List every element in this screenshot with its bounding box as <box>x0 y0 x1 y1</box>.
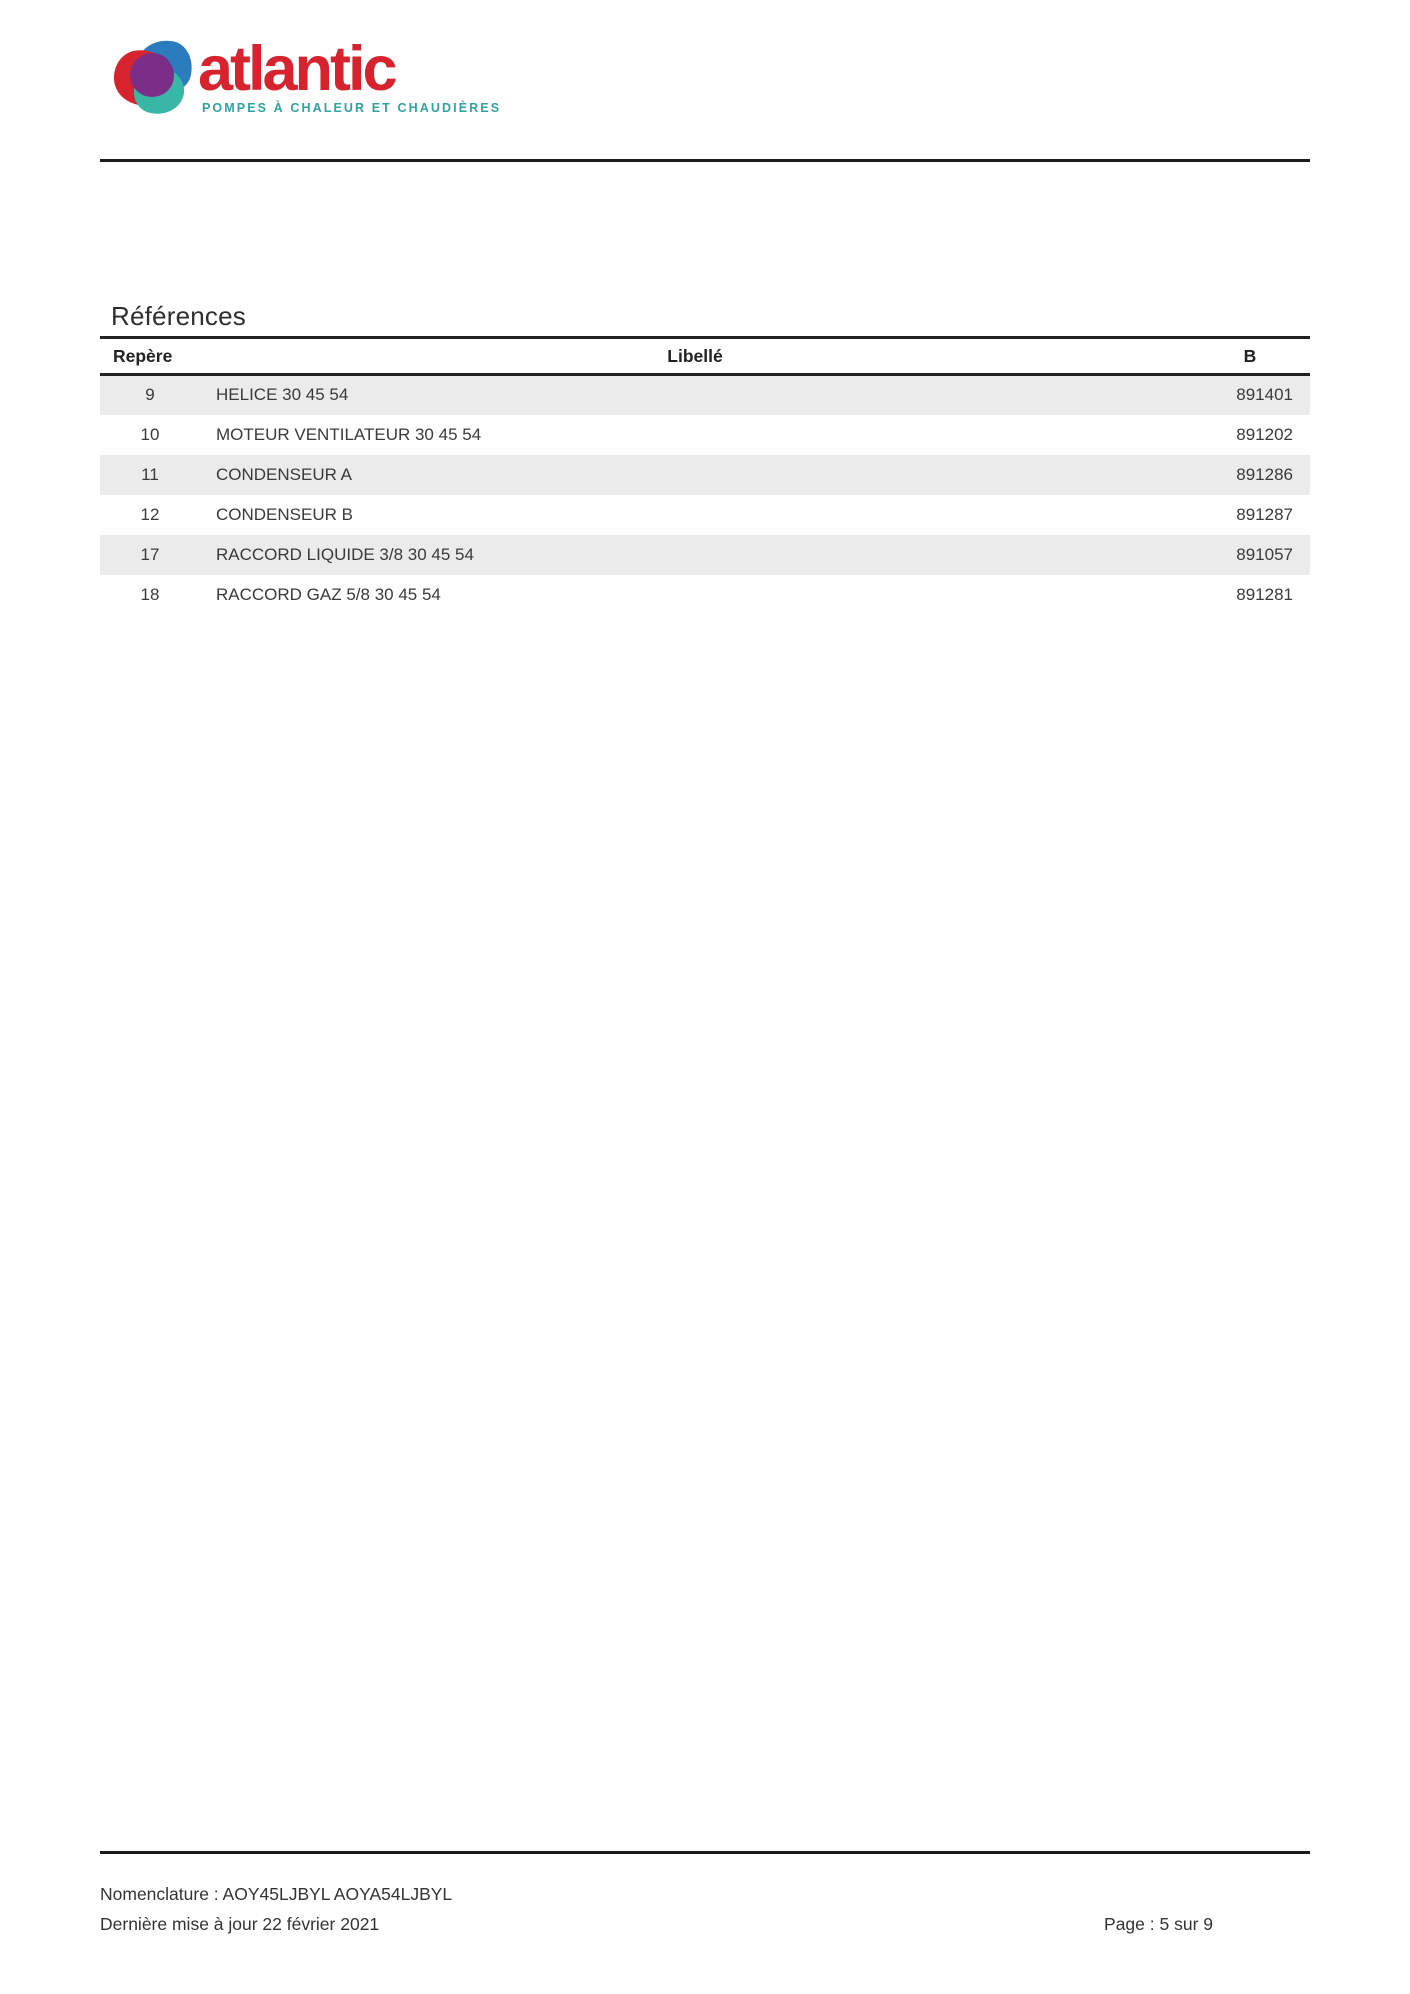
cell-repere: 17 <box>140 544 160 564</box>
cell-b: 891286 <box>1236 464 1293 484</box>
table-row <box>100 535 1310 575</box>
cell-libelle: RACCORD GAZ 5/8 30 45 54 <box>216 584 441 604</box>
table-row <box>100 375 1310 415</box>
atlantic-logo <box>114 34 534 122</box>
logo-text <box>198 34 502 115</box>
cell-libelle: MOTEUR VENTILATEUR 30 45 54 <box>216 424 482 444</box>
cell-libelle: HELICE 30 45 54 <box>216 385 349 405</box>
cell-libelle: CONDENSEUR A <box>216 464 353 484</box>
column-header-repere: Repère <box>113 345 173 366</box>
cell-b: 891401 <box>1236 385 1293 405</box>
cell-b: 891057 <box>1236 544 1293 564</box>
cell-repere: 9 <box>145 385 155 405</box>
column-header-libelle: Libellé <box>667 345 723 366</box>
footer-page-number: Page : 5 sur 9 <box>1104 1914 1213 1934</box>
footer-last-update: Dernière mise à jour 22 février 2021 <box>100 1914 380 1934</box>
atlantic-logo-icon <box>114 40 196 114</box>
column-header-b: B <box>1243 345 1257 366</box>
header-divider <box>100 159 1310 162</box>
cell-libelle: CONDENSEUR B <box>216 504 353 524</box>
footer-nomenclature: Nomenclature : AOY45LJBYL AOYA54LJBYL <box>100 1884 453 1904</box>
references-table <box>100 336 1310 615</box>
cell-b: 891281 <box>1236 584 1293 604</box>
table-row <box>100 455 1310 495</box>
logo-blob-purple <box>130 53 174 97</box>
cell-repere: 12 <box>140 504 160 524</box>
cell-b: 891287 <box>1236 504 1293 524</box>
cell-libelle: RACCORD LIQUIDE 3/8 30 45 54 <box>216 544 474 564</box>
section-title: Références <box>111 301 246 331</box>
brand-wordmark: atlantic <box>198 34 395 104</box>
cell-b: 891202 <box>1236 424 1293 444</box>
table-row <box>100 495 1310 535</box>
table-row <box>100 575 1310 615</box>
footer-divider <box>100 1851 1310 1854</box>
cell-repere: 11 <box>141 464 159 484</box>
brand-tagline: POMPES À CHALEUR ET CHAUDIÈRES <box>202 101 502 115</box>
table-header <box>100 338 1310 375</box>
cell-repere: 10 <box>140 424 160 444</box>
table-row <box>100 415 1310 455</box>
footer-info <box>100 1879 452 1939</box>
cell-repere: 18 <box>140 584 160 604</box>
